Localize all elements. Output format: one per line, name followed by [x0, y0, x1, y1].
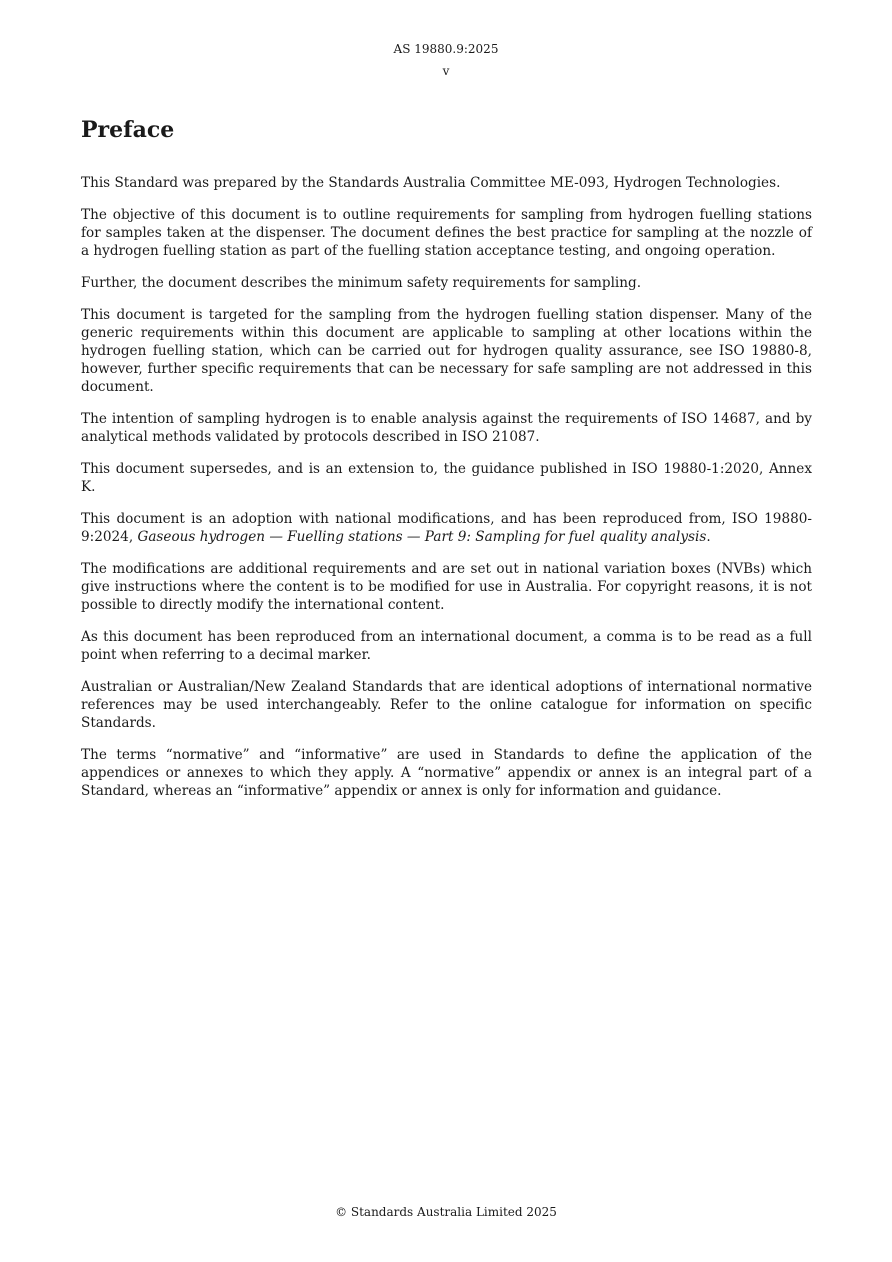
adoption-lead-text: This document is an adoption with national modifications, and has been reproduced from, ISO 19880-9:2024, — [81, 511, 812, 545]
main-content — [81, 114, 812, 814]
paragraph-decimal-marker: As this document has been reproduced from an international document, a comma is to be read as a full point when referring to a decimal marker. — [81, 629, 812, 663]
page-title: Preface — [81, 117, 175, 143]
paragraph-scope: This document is targeted for the sampling from the hydrogen fuelling station dispenser. Many of the generic requirements within this document are applicable to sampling at other locations within the hydrogen fuelling station, which can be carried out for hydrogen quality assurance, see ISO 19880-8, however, further specific requirements that can be necessary for safe sampling are not addressed in this document. — [81, 307, 812, 395]
paragraph-committee: This Standard was prepared by the Standards Australia Committee ME-093, Hydrogen Technologies. — [81, 175, 781, 191]
paragraph-modifications: The modifications are additional requirements and are set out in national variation boxes (NVBs) which give instructions where the content is to be modified for use in Australia. For copyright reasons, it is not possible to directly modify the international content. — [81, 561, 812, 613]
running-header: AS 19880.9:2025 — [393, 42, 499, 56]
adoption-tail-text: . — [706, 529, 711, 545]
page-number: v — [442, 64, 450, 78]
paragraph-supersedes: This document supersedes, and is an extension to, the guidance published in ISO 19880-1:2020, Annex K. — [81, 461, 812, 495]
paragraph-objective: The objective of this document is to outline requirements for sampling from hydrogen fuelling stations for samples taken at the dispenser. The document defines the best practice for sampling at the nozzle of a hydrogen fuelling station as part of the fuelling station acceptance testing, and ongoing operation. — [81, 207, 812, 259]
paragraph-references: Australian or Australian/New Zealand Standards that are identical adoptions of international normative references may be used interchangeably. Refer to the online catalogue for information on specific Standards. — [81, 679, 812, 731]
copyright-footer: © Standards Australia Limited 2025 — [335, 1205, 557, 1219]
adopted-standard-title: Gaseous hydrogen — Fuelling stations — Part 9: Sampling for fuel quality analysis — [137, 529, 707, 545]
paragraph-intention: The intention of sampling hydrogen is to enable analysis against the requirements of ISO 14687, and by analytical methods validated by protocols described in ISO 21087. — [81, 411, 812, 445]
paragraph-safety: Further, the document describes the minimum safety requirements for sampling. — [81, 275, 642, 291]
paragraph-normative-informative: The terms “normative” and “informative” are used in Standards to define the application of the appendices or annexes to which they apply. A “normative” appendix or annex is an integral part of a Standard, whereas an “informative” appendix or annex is only for information and guidance. — [81, 747, 812, 799]
paragraph-adoption — [81, 510, 812, 546]
